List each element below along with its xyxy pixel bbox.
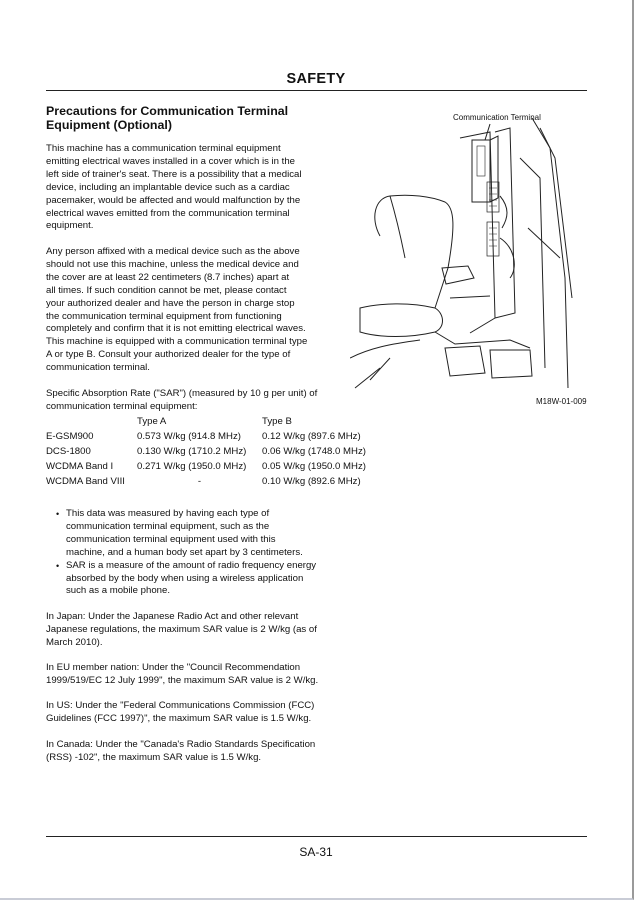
text-line: communication terminal.: [46, 362, 150, 374]
text-line: your authorized dealer and have the person in charge stop: [46, 297, 295, 309]
section-heading: [46, 104, 306, 132]
text-line: Any person affixed with a medical device such as the above: [46, 246, 300, 257]
band-name: E-GSM900: [46, 431, 94, 442]
text-line: the communication terminal equipment from functioning: [46, 310, 282, 322]
text-line: device, including an implantable device such as a cardiac: [46, 181, 290, 193]
type-a-value: 0.573 W/kg (914.8 MHz): [137, 431, 241, 442]
paragraph-canada: [46, 739, 336, 765]
cab-interior-illustration: [350, 118, 590, 398]
text-line: March 2010).: [46, 636, 103, 648]
list-item: [56, 560, 346, 599]
type-a-value: 0.130 W/kg (1710.2 MHz): [137, 446, 247, 457]
type-b-header: Type B: [262, 416, 292, 427]
text-line: A or type B. Consult your authorized dealer for the type of: [46, 349, 291, 361]
text-line: absorbed by the body when using a wireless application: [66, 572, 304, 584]
illustration-code: M18W-01-009: [536, 397, 587, 406]
type-b-value: 0.12 W/kg (897.6 MHz): [262, 431, 361, 442]
page-number: SA-31: [299, 845, 333, 859]
type-b-value: 0.06 W/kg (1748.0 MHz): [262, 446, 366, 457]
note-text: [66, 560, 316, 599]
text-line: communication terminal equipment used with this: [66, 533, 276, 545]
text-line: emitting electrical waves installed in a cover which is in the: [46, 155, 296, 167]
text-line: communication terminal equipment, such as the: [66, 520, 270, 532]
footer-divider: [46, 836, 587, 837]
notes-list: [56, 508, 346, 598]
note-text: [66, 508, 303, 560]
band-name: DCS-1800: [46, 446, 91, 457]
type-b-value: 0.05 W/kg (1950.0 MHz): [262, 461, 366, 472]
table-row: [46, 474, 366, 489]
type-b-value: 0.10 W/kg (892.6 MHz): [262, 476, 361, 487]
paragraph-sar-intro: [46, 388, 336, 414]
page-title: SAFETY: [286, 71, 346, 87]
paragraph-us: [46, 700, 336, 726]
table-row: [46, 429, 366, 444]
text-line: Japanese regulations, the maximum SAR value is 2 W/kg (as of: [46, 623, 317, 635]
band-name: WCDMA Band VIII: [46, 476, 125, 487]
text-line: This data was measured by having each type of: [66, 508, 270, 519]
text-line: Guidelines (FCC 1997)", the maximum SAR value is 1.5 W/kg.: [46, 712, 312, 724]
text-line: left side of trainer's seat. There is a possibility that a medical: [46, 168, 302, 180]
text-line: Specific Absorption Rate ("SAR") (measured by 10 g per unit) of: [46, 388, 318, 399]
text-line: equipment.: [46, 220, 94, 232]
paragraph-japan: [46, 611, 336, 650]
text-line: electrical waves emitted from the communication terminal: [46, 207, 290, 219]
sar-table: [46, 414, 366, 489]
text-line: such as a mobile phone.: [66, 585, 170, 597]
text-line: machine, and a human body set apart by 3 centimeters.: [66, 546, 303, 558]
sar-table-header: [46, 414, 366, 429]
text-line: should not use this machine, unless the medical device and: [46, 258, 299, 270]
illustration-label: Communication Terminal: [453, 113, 541, 122]
list-item: [56, 508, 346, 560]
text-line: 1999/519/EC 12 July 1999", the maximum SAR value is 2 W/kg.: [46, 674, 319, 686]
section-heading-line-1: Precautions for Communication Terminal: [46, 104, 289, 118]
text-line: This machine has a communication terminal equipment: [46, 143, 281, 154]
type-a-value: -: [197, 476, 202, 487]
band-name: WCDMA Band I: [46, 461, 114, 472]
text-line: In EU member nation: Under the "Council Recommendation: [46, 662, 301, 673]
paragraph-medical-device: [46, 246, 336, 375]
text-line: (RSS) -102", the maximum SAR value is 1.5 W/kg.: [46, 751, 262, 763]
paragraph-device-warning: [46, 143, 336, 233]
table-row: [46, 459, 366, 474]
text-line: In Canada: Under the "Canada's Radio Standards Specification: [46, 739, 316, 750]
paragraph-eu: [46, 662, 336, 688]
header-divider: [46, 90, 587, 91]
text-line: all times. If such condition cannot be met, please contact: [46, 284, 287, 296]
text-line: communication terminal equipment:: [46, 400, 198, 412]
bullet-icon: •: [56, 509, 60, 519]
table-row: [46, 444, 366, 459]
text-line: the cover are at least 22 centimeters (8.7 inches) apart at: [46, 271, 290, 283]
text-line: SAR is a measure of the amount of radio frequency energy: [66, 559, 317, 571]
text-line: In US: Under the "Federal Communications Commission (FCC): [46, 700, 315, 711]
type-a-header: Type A: [137, 416, 167, 427]
text-line: pacemaker, would be affected and would malfunction by the: [46, 194, 301, 206]
section-heading-line-2: Equipment (Optional): [46, 118, 172, 132]
type-a-value: 0.271 W/kg (1950.0 MHz): [137, 461, 247, 472]
text-line: This machine is equipped with a communication terminal type: [46, 336, 308, 348]
text-line: In Japan: Under the Japanese Radio Act and other relevant: [46, 611, 299, 622]
bullet-icon: •: [56, 560, 60, 571]
text-line: completely and confirm that it is not emitting electrical waves.: [46, 323, 306, 335]
